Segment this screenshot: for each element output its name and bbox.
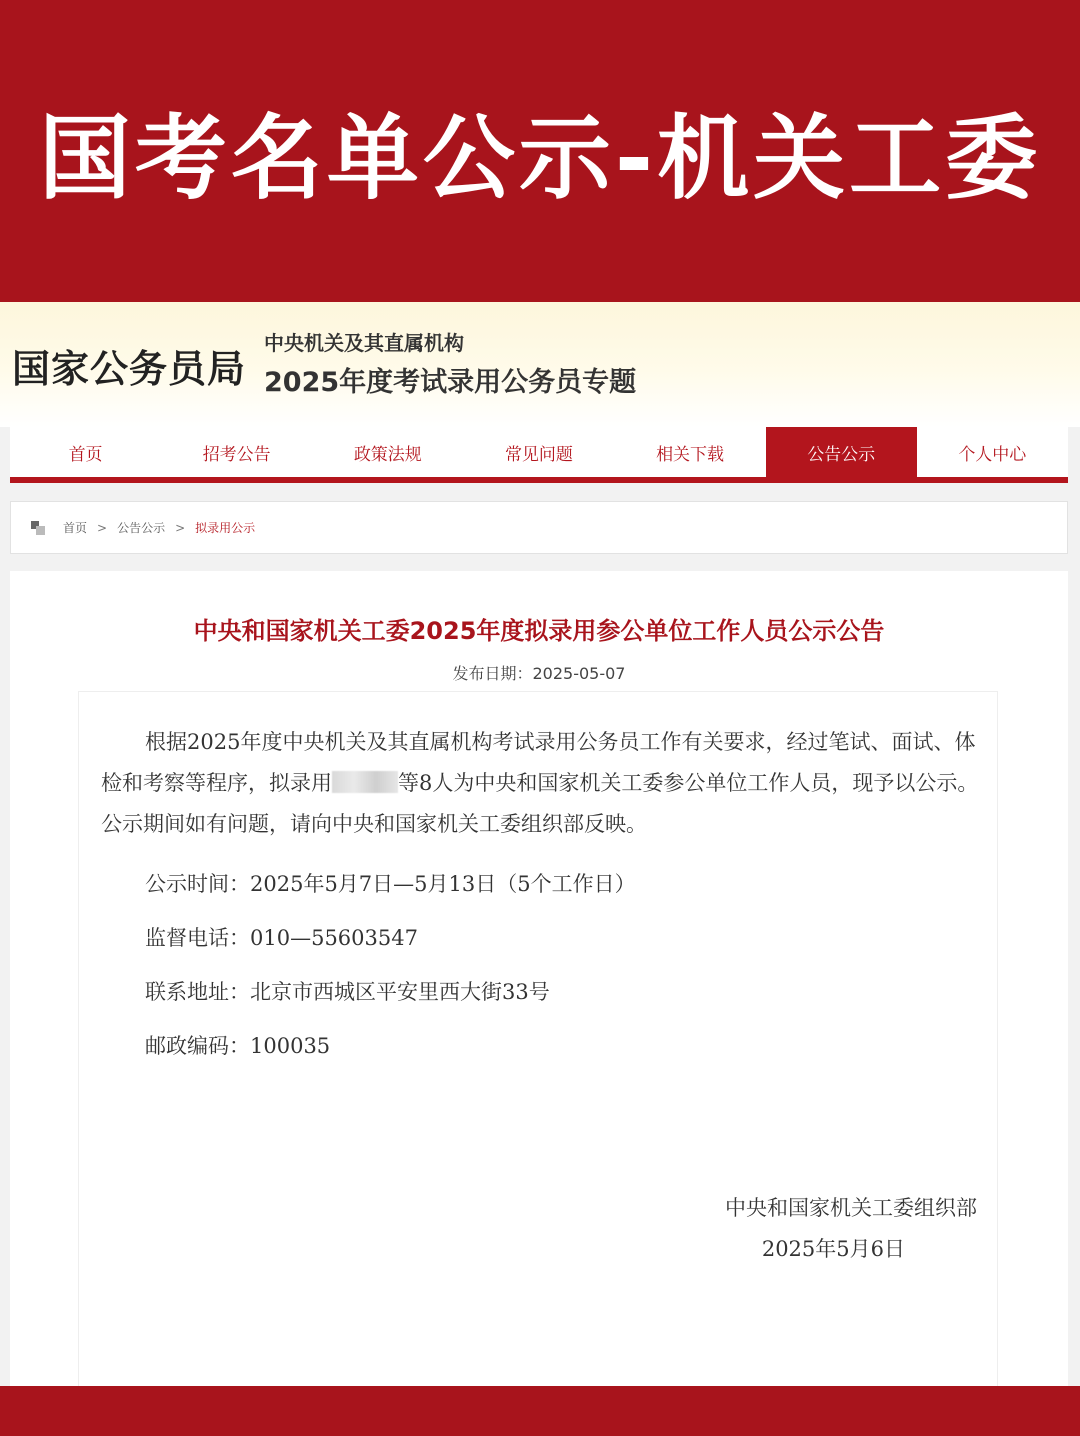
bottom-bar xyxy=(0,1386,1080,1436)
signature-date: 2025年5月6日 xyxy=(761,1237,905,1261)
breadcrumb-home[interactable]: 首页 xyxy=(63,521,88,535)
nav-item-home[interactable]: 首页 xyxy=(68,444,103,465)
location-icon xyxy=(31,521,45,535)
nav-item-personal-center[interactable]: 个人中心 xyxy=(958,444,1027,465)
nav-item-recruitment[interactable]: 招考公告 xyxy=(202,444,271,465)
main-nav xyxy=(10,427,1068,483)
nav-item-downloads[interactable]: 相关下载 xyxy=(656,444,725,465)
paragraph-text-after: 等8人为中央和国家机关工委参公单位工作人员，现予以公示。公示期间如有问题，请向中央和国家机关工委组织部反映。 xyxy=(101,771,979,836)
article-paragraph xyxy=(101,722,981,845)
nav-item-faq[interactable]: 常见问题 xyxy=(504,444,573,465)
breadcrumb-separator: > xyxy=(175,520,186,535)
breadcrumb-current[interactable]: 拟录用公示 xyxy=(195,521,256,535)
postal-code: 邮政编码：100035 xyxy=(145,1034,331,1058)
nav-item-announcements[interactable]: 公告公示 xyxy=(766,427,917,477)
header-sub-org: 中央机关及其直属机构 xyxy=(264,331,464,355)
contact-address: 联系地址：北京市西城区平安里西大街33号 xyxy=(145,980,550,1004)
site-header xyxy=(0,302,1080,427)
breadcrumb-separator: > xyxy=(97,520,108,535)
title-banner xyxy=(0,0,1080,302)
supervision-phone: 监督电话：010—55603547 xyxy=(145,926,418,950)
article-body xyxy=(78,691,998,1391)
notice-period: 公示时间：2025年5月7日—5月13日（5个工作日） xyxy=(145,872,636,896)
paragraph-text-before: 根据2025年度中央机关及其直属机构考试录用公务员工作有关要求，经过笔试、面试、体检和考察等程序，拟录用 xyxy=(101,730,976,795)
redacted-name xyxy=(332,771,398,793)
nav-item-policy[interactable]: 政策法规 xyxy=(353,444,422,465)
header-sub-title: 2025年度考试录用公务员专题 xyxy=(264,367,637,398)
article-card xyxy=(10,571,1068,1391)
article-title: 中央和国家机关工委2025年度拟录用参公单位工作人员公示公告 xyxy=(193,617,885,645)
signature-org: 中央和国家机关工委组织部 xyxy=(725,1196,977,1220)
site-logo-name[interactable]: 国家公务员局 xyxy=(12,347,247,391)
breadcrumb-section[interactable]: 公告公示 xyxy=(117,521,166,535)
banner-title: 国考名单公示-机关工委 xyxy=(38,105,1042,212)
publish-date: 发布日期：2025-05-07 xyxy=(452,664,626,683)
breadcrumb xyxy=(10,501,1068,554)
